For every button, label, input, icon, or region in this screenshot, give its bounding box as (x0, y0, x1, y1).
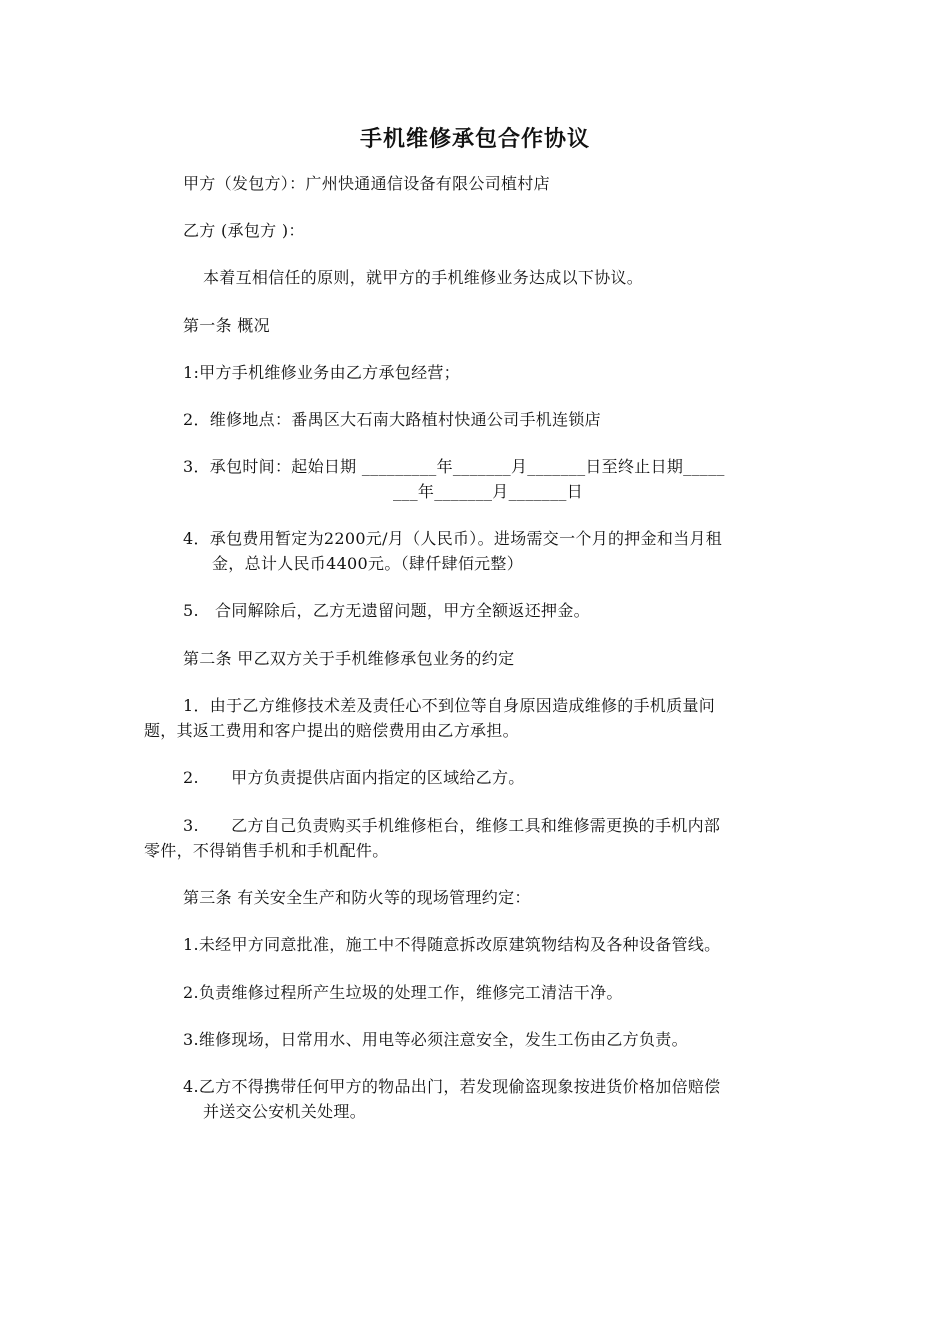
article-1-item-5: 5. 合同解除后，乙方无遗留问题，甲方全额返还押金。 (183, 601, 590, 620)
article-3-item-1: 1.未经甲方同意批准，施工中不得随意拆改原建筑物结构及各种设备管线。 (183, 935, 721, 954)
article-1-item-3-line-1: 3．承包时间：起始日期 _________年_______月_______日至终止日期_____ (183, 457, 725, 476)
article-1-item-4-line-1: 4．承包费用暂定为2200元/月（人民币）。进场需交一个月的押金和当月租 (183, 529, 723, 548)
document-title: 手机维修承包合作协议 (359, 127, 590, 152)
article-1-item-4-line-2: 金，总计人民币4400元。（肆仟肆佰元整） (212, 554, 524, 573)
preamble: 本着互相信任的原则，就甲方的手机维修业务达成以下协议。 (203, 268, 644, 287)
article-2-item-1-line-1: 1．由于乙方维修技术差及责任心不到位等自身原因造成维修的手机质量问 (183, 696, 716, 715)
party-a-line: 甲方（发包方）：广州快通通信设备有限公司植村店 (183, 174, 550, 193)
article-2-heading: 第二条 甲乙双方关于手机维修承包业务的约定 (183, 649, 515, 668)
article-2-item-3-line-2: 零件，不得销售手机和手机配件。 (144, 841, 389, 860)
party-b-line: 乙方 (承包方 )： (183, 221, 305, 240)
article-1-item-3-line-2: ___年_______月_______日 (393, 482, 583, 501)
article-1-heading: 第一条 概况 (183, 316, 270, 335)
article-2-item-3-line-1: 3. 乙方自己负责购买手机维修柜台，维修工具和维修需更换的手机内部 (183, 816, 721, 835)
article-2-item-2: 2. 甲方负责提供店面内指定的区域给乙方。 (183, 768, 525, 787)
article-1-item-1: 1:甲方手机维修业务由乙方承包经营； (183, 363, 460, 382)
article-3-item-4-line-1: 4.乙方不得携带任何甲方的物品出门，若发现偷盗现象按进货价格加倍赔偿 (183, 1077, 721, 1096)
article-2-item-1-line-2: 题，其返工费用和客户提出的赔偿费用由乙方承担。 (144, 721, 519, 740)
article-3-heading: 第三条 有关安全生产和防火等的现场管理约定： (183, 888, 531, 907)
article-1-item-2: 2．维修地点：番禺区大石南大路植村快通公司手机连锁店 (183, 410, 601, 429)
article-3-item-4-line-2: 并送交公安机关处理。 (203, 1102, 367, 1121)
article-3-item-2: 2.负责维修过程所产生垃圾的处理工作，维修完工清洁干净。 (183, 983, 623, 1002)
article-3-item-3: 3.维修现场，日常用水、用电等必须注意安全，发生工伤由乙方负责。 (183, 1030, 688, 1049)
